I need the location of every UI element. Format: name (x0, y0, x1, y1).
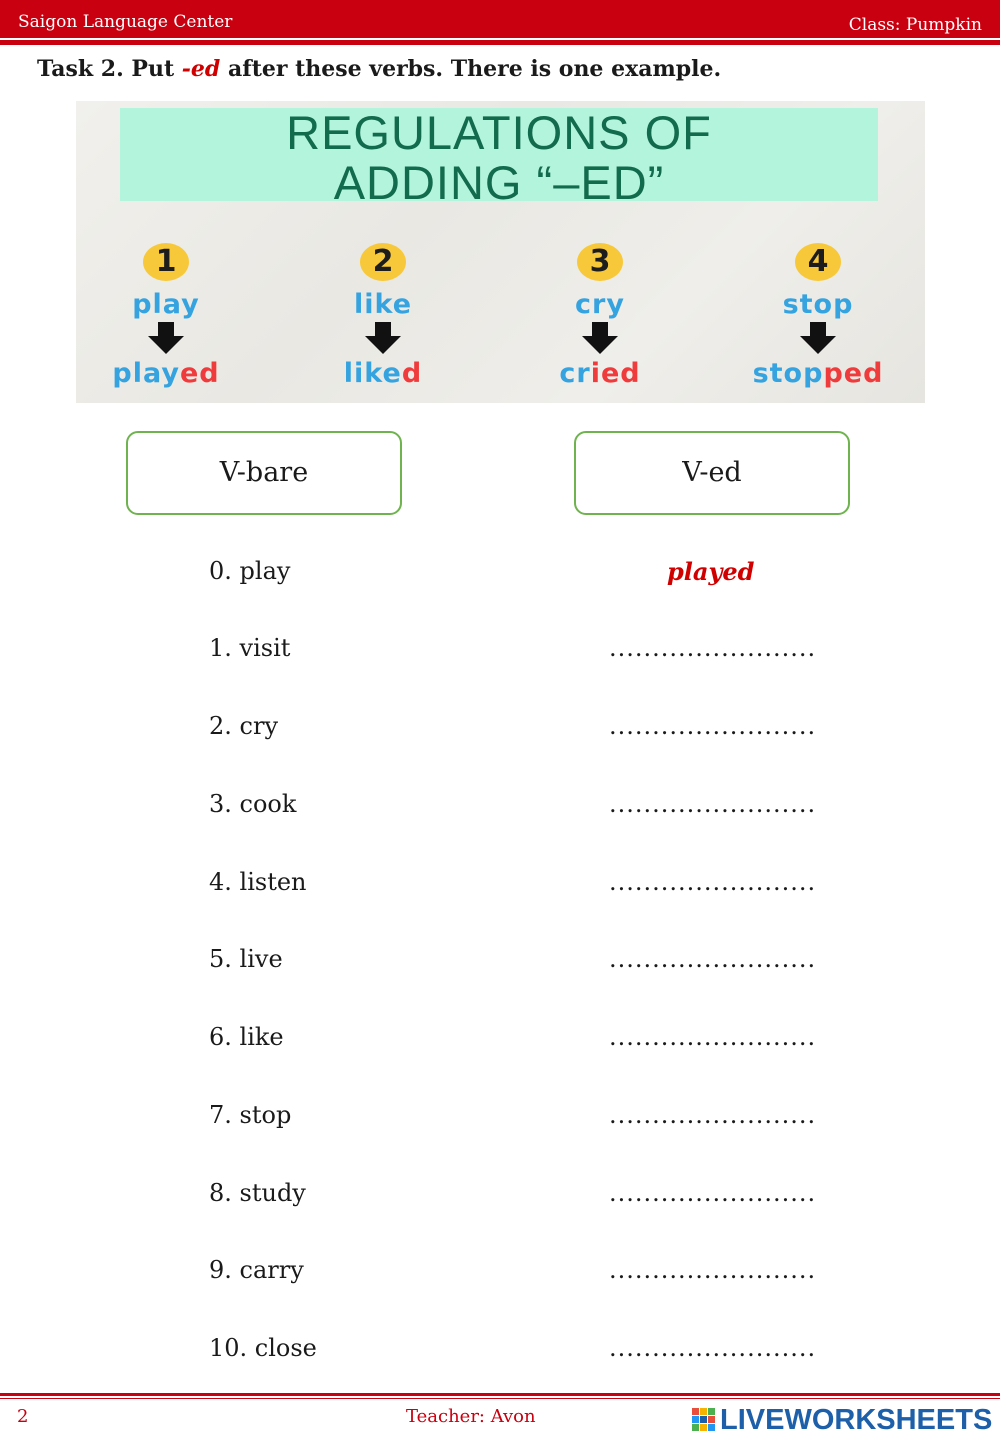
rule-number-badge: 4 (795, 243, 841, 281)
rule-result-stem: cr (559, 358, 591, 389)
page-number: 2 (17, 1406, 29, 1427)
rule-number-badge: 2 (360, 243, 406, 281)
v-ed-header-box: V-ed (574, 431, 850, 515)
rule-result-word (728, 358, 908, 389)
rules-title (120, 106, 878, 209)
verb-item-2: 2. cry (209, 712, 278, 740)
answer-blank-7[interactable]: ........................ (609, 1101, 817, 1129)
v-bare-header-box: V-bare (126, 431, 402, 515)
answer-blank-10[interactable]: ........................ (609, 1334, 817, 1362)
rule-4 (728, 243, 908, 389)
verb-item-3: 3. cook (209, 790, 297, 818)
task-suffix: after these verbs. There is one example. (220, 56, 722, 82)
down-arrow-icon (798, 322, 838, 354)
rule-2 (293, 243, 473, 389)
down-arrow-icon (580, 322, 620, 354)
answer-blank-1[interactable]: ........................ (609, 634, 817, 662)
answer-blank-4[interactable]: ........................ (609, 868, 817, 896)
rules-title-line1: REGULATIONS OF (286, 106, 712, 159)
verb-item-4: 4. listen (209, 868, 307, 896)
header-divider (0, 40, 1000, 45)
rule-3 (510, 243, 690, 389)
down-arrow-icon (146, 322, 186, 354)
rule-result-stem: like (343, 358, 402, 389)
rule-result-suffix: d (401, 358, 423, 389)
rule-number-badge: 3 (577, 243, 623, 281)
school-name: Saigon Language Center (18, 12, 233, 32)
rule-result-stem: stop (752, 358, 824, 389)
example-answer: played (667, 557, 755, 586)
rules-title-line2: ADDING “–ED” (333, 156, 665, 209)
verb-item-8: 8. study (209, 1179, 306, 1207)
rule-base-word: like (353, 289, 413, 320)
answer-blank-8[interactable]: ........................ (609, 1179, 817, 1207)
answer-blank-6[interactable]: ........................ (609, 1023, 817, 1051)
verb-item-5: 5. live (209, 945, 283, 973)
teacher-name: Teacher: Avon (406, 1406, 536, 1427)
task-instruction (37, 56, 721, 82)
verb-item-7: 7. stop (209, 1101, 292, 1129)
rule-result-word (510, 358, 690, 389)
liveworksheets-brand[interactable] (692, 1403, 992, 1437)
class-name: Class: Pumpkin (848, 15, 982, 35)
rule-1 (76, 243, 256, 389)
verb-item-1: 1. visit (209, 634, 291, 662)
rule-base-word: play (132, 289, 200, 320)
answer-blank-9[interactable]: ........................ (609, 1256, 817, 1284)
rule-result-suffix: ed (179, 358, 220, 389)
answer-blank-3[interactable]: ........................ (609, 790, 817, 818)
brand-name: LIVEWORKSHEETS (720, 1403, 993, 1436)
verb-item-9: 9. carry (209, 1256, 304, 1284)
rule-base-word: cry (575, 289, 625, 320)
footer-divider-thin (0, 1398, 1000, 1399)
liveworksheets-logo-icon (692, 1408, 716, 1432)
ed-rules-image (76, 101, 925, 403)
rule-result-word (293, 358, 473, 389)
down-arrow-icon (363, 322, 403, 354)
task-highlight: -ed (181, 56, 221, 82)
answer-blank-5[interactable]: ........................ (609, 945, 817, 973)
verb-item-0: 0. play (209, 557, 291, 585)
verb-item-10: 10. close (209, 1334, 317, 1362)
rule-result-suffix: ped (823, 358, 884, 389)
rule-result-suffix: ied (590, 358, 641, 389)
rule-number-badge: 1 (143, 243, 189, 281)
rule-result-word (76, 358, 256, 389)
answer-blank-2[interactable]: ........................ (609, 712, 817, 740)
footer-divider (0, 1393, 1000, 1396)
verb-item-6: 6. like (209, 1023, 284, 1051)
rule-base-word: stop (782, 289, 854, 320)
rule-result-stem: play (112, 358, 180, 389)
task-prefix: Task 2. Put (37, 56, 182, 82)
